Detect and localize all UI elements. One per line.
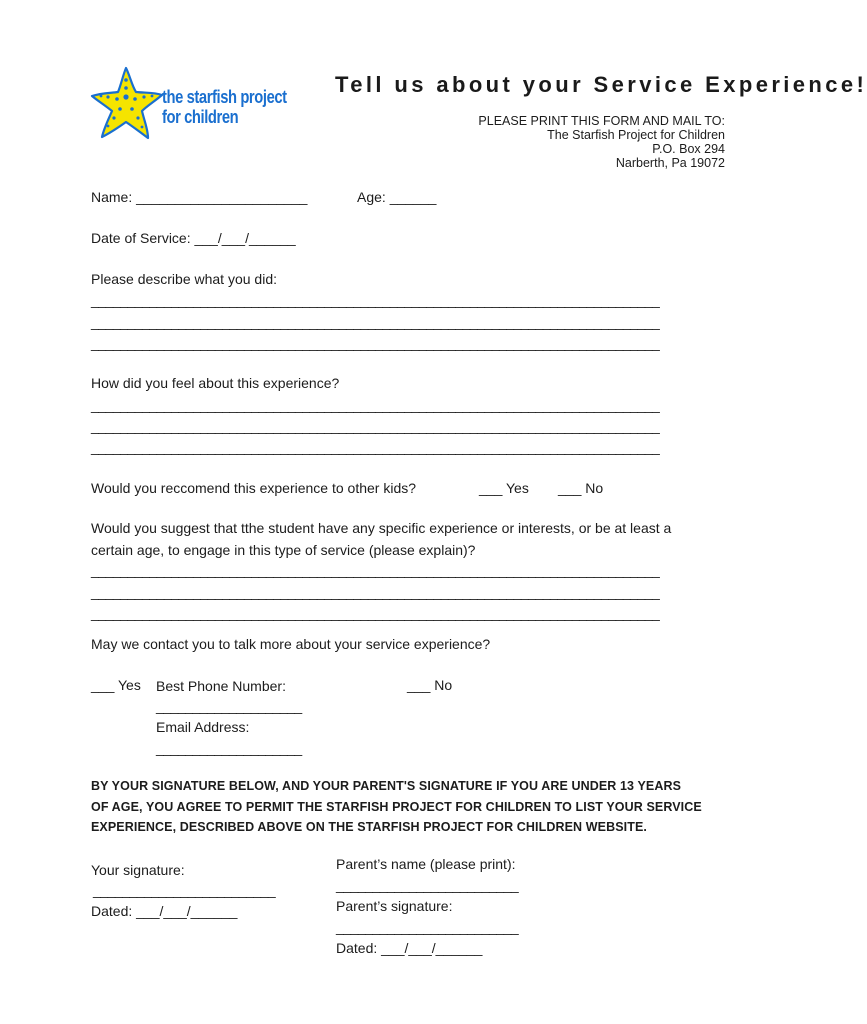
- page-title: Tell us about your Service Experience!: [335, 72, 867, 97]
- recommend-no-option[interactable]: ___ No: [558, 480, 604, 496]
- describe-label: Please describe what you did:: [91, 271, 277, 287]
- city-state-zip: Narberth, Pa 19072: [615, 156, 725, 170]
- feel-answer-line[interactable]: ______________________________________________________________________________: [91, 397, 660, 413]
- logo-text-line2: for children: [162, 107, 239, 127]
- legal-text-line1: BY YOUR SIGNATURE BELOW, AND YOUR PARENT'S SIGNATURE IF YOU ARE UNDER 13 YEARS: [91, 779, 682, 793]
- parent-dated-field[interactable]: Dated: ___/___/______: [336, 940, 483, 956]
- your-dated-field[interactable]: Dated: ___/___/______: [91, 903, 238, 919]
- parent-signature-field[interactable]: _________________________: [336, 919, 519, 935]
- phone-field[interactable]: ____________________: [156, 698, 302, 714]
- contact-label: May we contact you to talk more about your service experience?: [91, 636, 491, 652]
- describe-answer-line[interactable]: ______________________________________________________________________________: [91, 335, 660, 351]
- email-field[interactable]: ____________________: [156, 740, 302, 756]
- your-signature-label: Your signature:: [91, 862, 185, 878]
- suggest-answer-line[interactable]: ______________________________________________________________________________: [91, 584, 660, 600]
- feel-label: How did you feel about this experience?: [91, 375, 340, 391]
- starfish-icon: [92, 66, 164, 140]
- feel-answer-line[interactable]: ______________________________________________________________________________: [91, 439, 660, 455]
- date-of-service-field[interactable]: Date of Service: ___/___/______: [91, 230, 296, 246]
- po-box: P.O. Box 294: [652, 142, 725, 156]
- logo-text-line1: the starfish project: [162, 87, 287, 107]
- recommend-yes-option[interactable]: ___ Yes: [479, 480, 529, 496]
- contact-no-option[interactable]: ___ No: [407, 677, 453, 693]
- describe-answer-line[interactable]: ______________________________________________________________________________: [91, 314, 660, 330]
- describe-answer-line[interactable]: ______________________________________________________________________________: [91, 292, 660, 308]
- suggest-label-line2: certain age, to engage in this type of service (please explain)?: [91, 542, 476, 558]
- feel-answer-line[interactable]: ______________________________________________________________________________: [91, 418, 660, 434]
- legal-text-line2: OF AGE, YOU AGREE TO PERMIT THE STARFISH PROJECT FOR CHILDREN TO LIST YOUR SERVICE: [91, 800, 702, 814]
- parent-signature-label: Parent’s signature:: [336, 898, 453, 914]
- legal-text-line3: EXPERIENCE, DESCRIBED ABOVE ON THE STARFISH PROJECT FOR CHILDREN WEBSITE.: [91, 820, 647, 834]
- your-signature-field[interactable]: _________________________: [93, 882, 276, 898]
- suggest-label-line1: Would you suggest that tthe student have any specific experience or interests, or be at least a: [91, 520, 672, 536]
- email-label: Email Address:: [156, 719, 250, 735]
- mail-instruction: PLEASE PRINT THIS FORM AND MAIL TO:: [478, 114, 725, 128]
- suggest-answer-line[interactable]: ______________________________________________________________________________: [91, 605, 660, 621]
- parent-name-field[interactable]: _________________________: [336, 877, 519, 893]
- age-field[interactable]: Age: ______: [357, 189, 437, 205]
- contact-yes-option[interactable]: ___ Yes: [91, 677, 141, 693]
- recommend-label: Would you reccomend this experience to other kids?: [91, 480, 417, 496]
- org-name: The Starfish Project for Children: [547, 128, 725, 142]
- parent-name-label: Parent’s name (please print):: [336, 856, 516, 872]
- name-field[interactable]: Name: ______________________: [91, 189, 308, 205]
- phone-label: Best Phone Number:: [156, 678, 286, 694]
- logo: [92, 66, 292, 140]
- suggest-answer-line[interactable]: ______________________________________________________________________________: [91, 562, 660, 578]
